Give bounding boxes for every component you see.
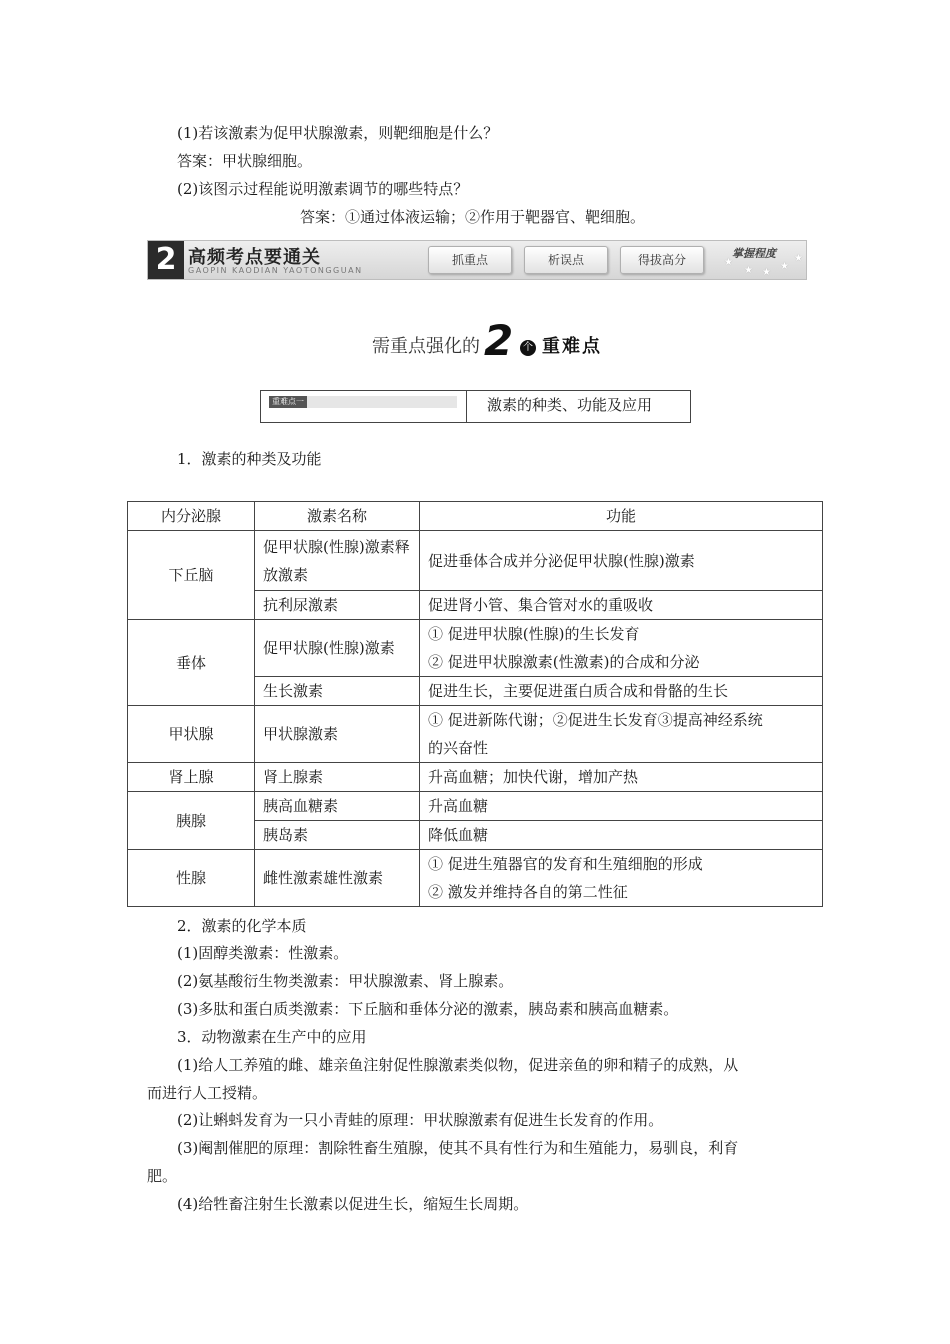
hormone-cell: 促甲状腺(性腺)激素释放激素 — [255, 531, 420, 591]
key-point-tag-bar — [269, 396, 457, 408]
function-cell: 升高血糖 — [420, 792, 823, 821]
star-icon: ★ — [780, 261, 789, 272]
heading-suffix: 重难点 — [542, 336, 602, 357]
banner-number: 2 — [148, 241, 184, 279]
gland-cell: 甲状腺 — [128, 706, 255, 763]
grasp-key-points-button[interactable]: 抓重点 — [428, 246, 512, 274]
function-cell — [420, 620, 823, 677]
function-cell — [420, 850, 823, 907]
section-3-item: (2)让蝌蚪发育为一只小青蛙的原理：甲状腺激素有促进生长发育的作用。 — [177, 1111, 664, 1129]
function-line: ② 激发并维持各自的第二性征 — [428, 883, 628, 901]
function-line: ① 促进生殖器官的发育和生殖细胞的形成 — [428, 855, 703, 873]
hormone-cell: 促甲状腺(性腺)激素 — [255, 620, 420, 677]
section-2-title: 2．激素的化学本质 — [177, 917, 307, 935]
table-row — [128, 620, 823, 677]
banner-subtitle: GAOPIN KAODIAN YAOTONGGUAN — [188, 266, 363, 275]
function-cell: 升高血糖；加快代谢，增加产热 — [420, 763, 823, 792]
function-line: ① 促进新陈代谢；②促进生长发育③提高神经系统 — [428, 711, 763, 729]
mastery-rating — [724, 243, 804, 277]
function-cell: 促进肾小管、集合管对水的重吸收 — [420, 591, 823, 620]
section-3-item: (4)给牲畜注射生长激素以促进生长，缩短生长周期。 — [177, 1195, 529, 1213]
star-icon: ★ — [762, 267, 771, 278]
gland-cell: 肾上腺 — [128, 763, 255, 792]
table-row — [128, 792, 823, 821]
answer-2: 答案：①通过体液运输；②作用于靶器官、靶细胞。 — [300, 208, 646, 226]
column-header: 功能 — [420, 502, 823, 531]
gland-cell: 性腺 — [128, 850, 255, 907]
hormone-cell: 生长激素 — [255, 677, 420, 706]
section-3-title: 3．动物激素在生产中的应用 — [177, 1028, 367, 1046]
function-cell: 促进生长，主要促进蛋白质合成和骨骼的生长 — [420, 677, 823, 706]
function-line: ① 促进甲状腺(性腺)的生长发育 — [428, 625, 640, 643]
hormone-cell: 胰高血糖素 — [255, 792, 420, 821]
question-2: (2)该图示过程能说明激素调节的哪些特点？ — [177, 180, 469, 198]
hormone-cell: 肾上腺素 — [255, 763, 420, 792]
section-2-item: (1)固醇类激素：性激素。 — [177, 944, 349, 962]
section-banner — [147, 240, 807, 280]
analyze-mistakes-button[interactable]: 析误点 — [524, 246, 608, 274]
table-row — [128, 850, 823, 907]
function-line: 的兴奋性 — [428, 739, 489, 757]
score-high-button[interactable]: 得拔高分 — [620, 246, 704, 274]
heading-badge: 个 — [520, 340, 536, 356]
table-row — [128, 531, 823, 591]
answer-1: 答案：甲状腺细胞。 — [177, 152, 313, 170]
section-3-item-continued: 肥。 — [147, 1167, 178, 1185]
key-point-tag: 重难点一 — [269, 396, 307, 408]
hormone-cell: 抗利尿激素 — [255, 591, 420, 620]
hormone-cell: 甲状腺激素 — [255, 706, 420, 763]
heading-number: 2 — [484, 316, 514, 365]
function-cell: 促进垂体合成并分泌促甲状腺(性腺)激素 — [420, 531, 823, 591]
section-3-item-continued: 而进行人工授精。 — [147, 1084, 268, 1102]
hormone-cell: 雌性激素雄性激素 — [255, 850, 420, 907]
column-header: 激素名称 — [255, 502, 420, 531]
hormone-table — [127, 501, 823, 907]
heading-prefix: 需重点强化的 — [372, 336, 480, 357]
section-1-title: 1．激素的种类及功能 — [177, 450, 322, 468]
section-2-item: (2)氨基酸衍生物类激素：甲状腺激素、肾上腺素。 — [177, 972, 514, 990]
key-point-title: 激素的种类、功能及应用 — [487, 396, 653, 414]
function-line: ② 促进甲状腺激素(性激素)的合成和分泌 — [428, 653, 700, 671]
star-icon: ★ — [744, 265, 753, 276]
section-3-item: (1)给人工养殖的雌、雄亲鱼注射促性腺激素类似物，促进亲鱼的卵和精子的成熟，从 — [177, 1056, 739, 1074]
star-icon: ★ — [724, 257, 733, 268]
gland-cell: 胰腺 — [128, 792, 255, 850]
table-row — [128, 706, 823, 763]
table-row — [128, 763, 823, 792]
section-3-item: (3)阉割催肥的原理：割除牲畜生殖腺，使其不具有性行为和生殖能力，易驯良，利育 — [177, 1139, 739, 1157]
hormone-cell: 胰岛素 — [255, 821, 420, 850]
function-cell — [420, 706, 823, 763]
section-2-item: (3)多肽和蛋白质类激素：下丘脑和垂体分泌的激素，胰岛素和胰高血糖素。 — [177, 1000, 679, 1018]
column-header: 内分泌腺 — [128, 502, 255, 531]
gland-cell: 垂体 — [128, 620, 255, 706]
key-point-tag-cell — [261, 391, 467, 422]
banner-title: 高频考点要通关 — [188, 247, 321, 268]
function-cell: 降低血糖 — [420, 821, 823, 850]
gland-cell: 下丘脑 — [128, 531, 255, 620]
star-icon: ★ — [794, 253, 803, 264]
mastery-label: 掌握程度 — [732, 247, 776, 260]
question-1: (1)若该激素为促甲状腺激素，则靶细胞是什么？ — [177, 124, 499, 142]
table-header-row — [128, 502, 823, 531]
key-point-box — [260, 390, 691, 423]
